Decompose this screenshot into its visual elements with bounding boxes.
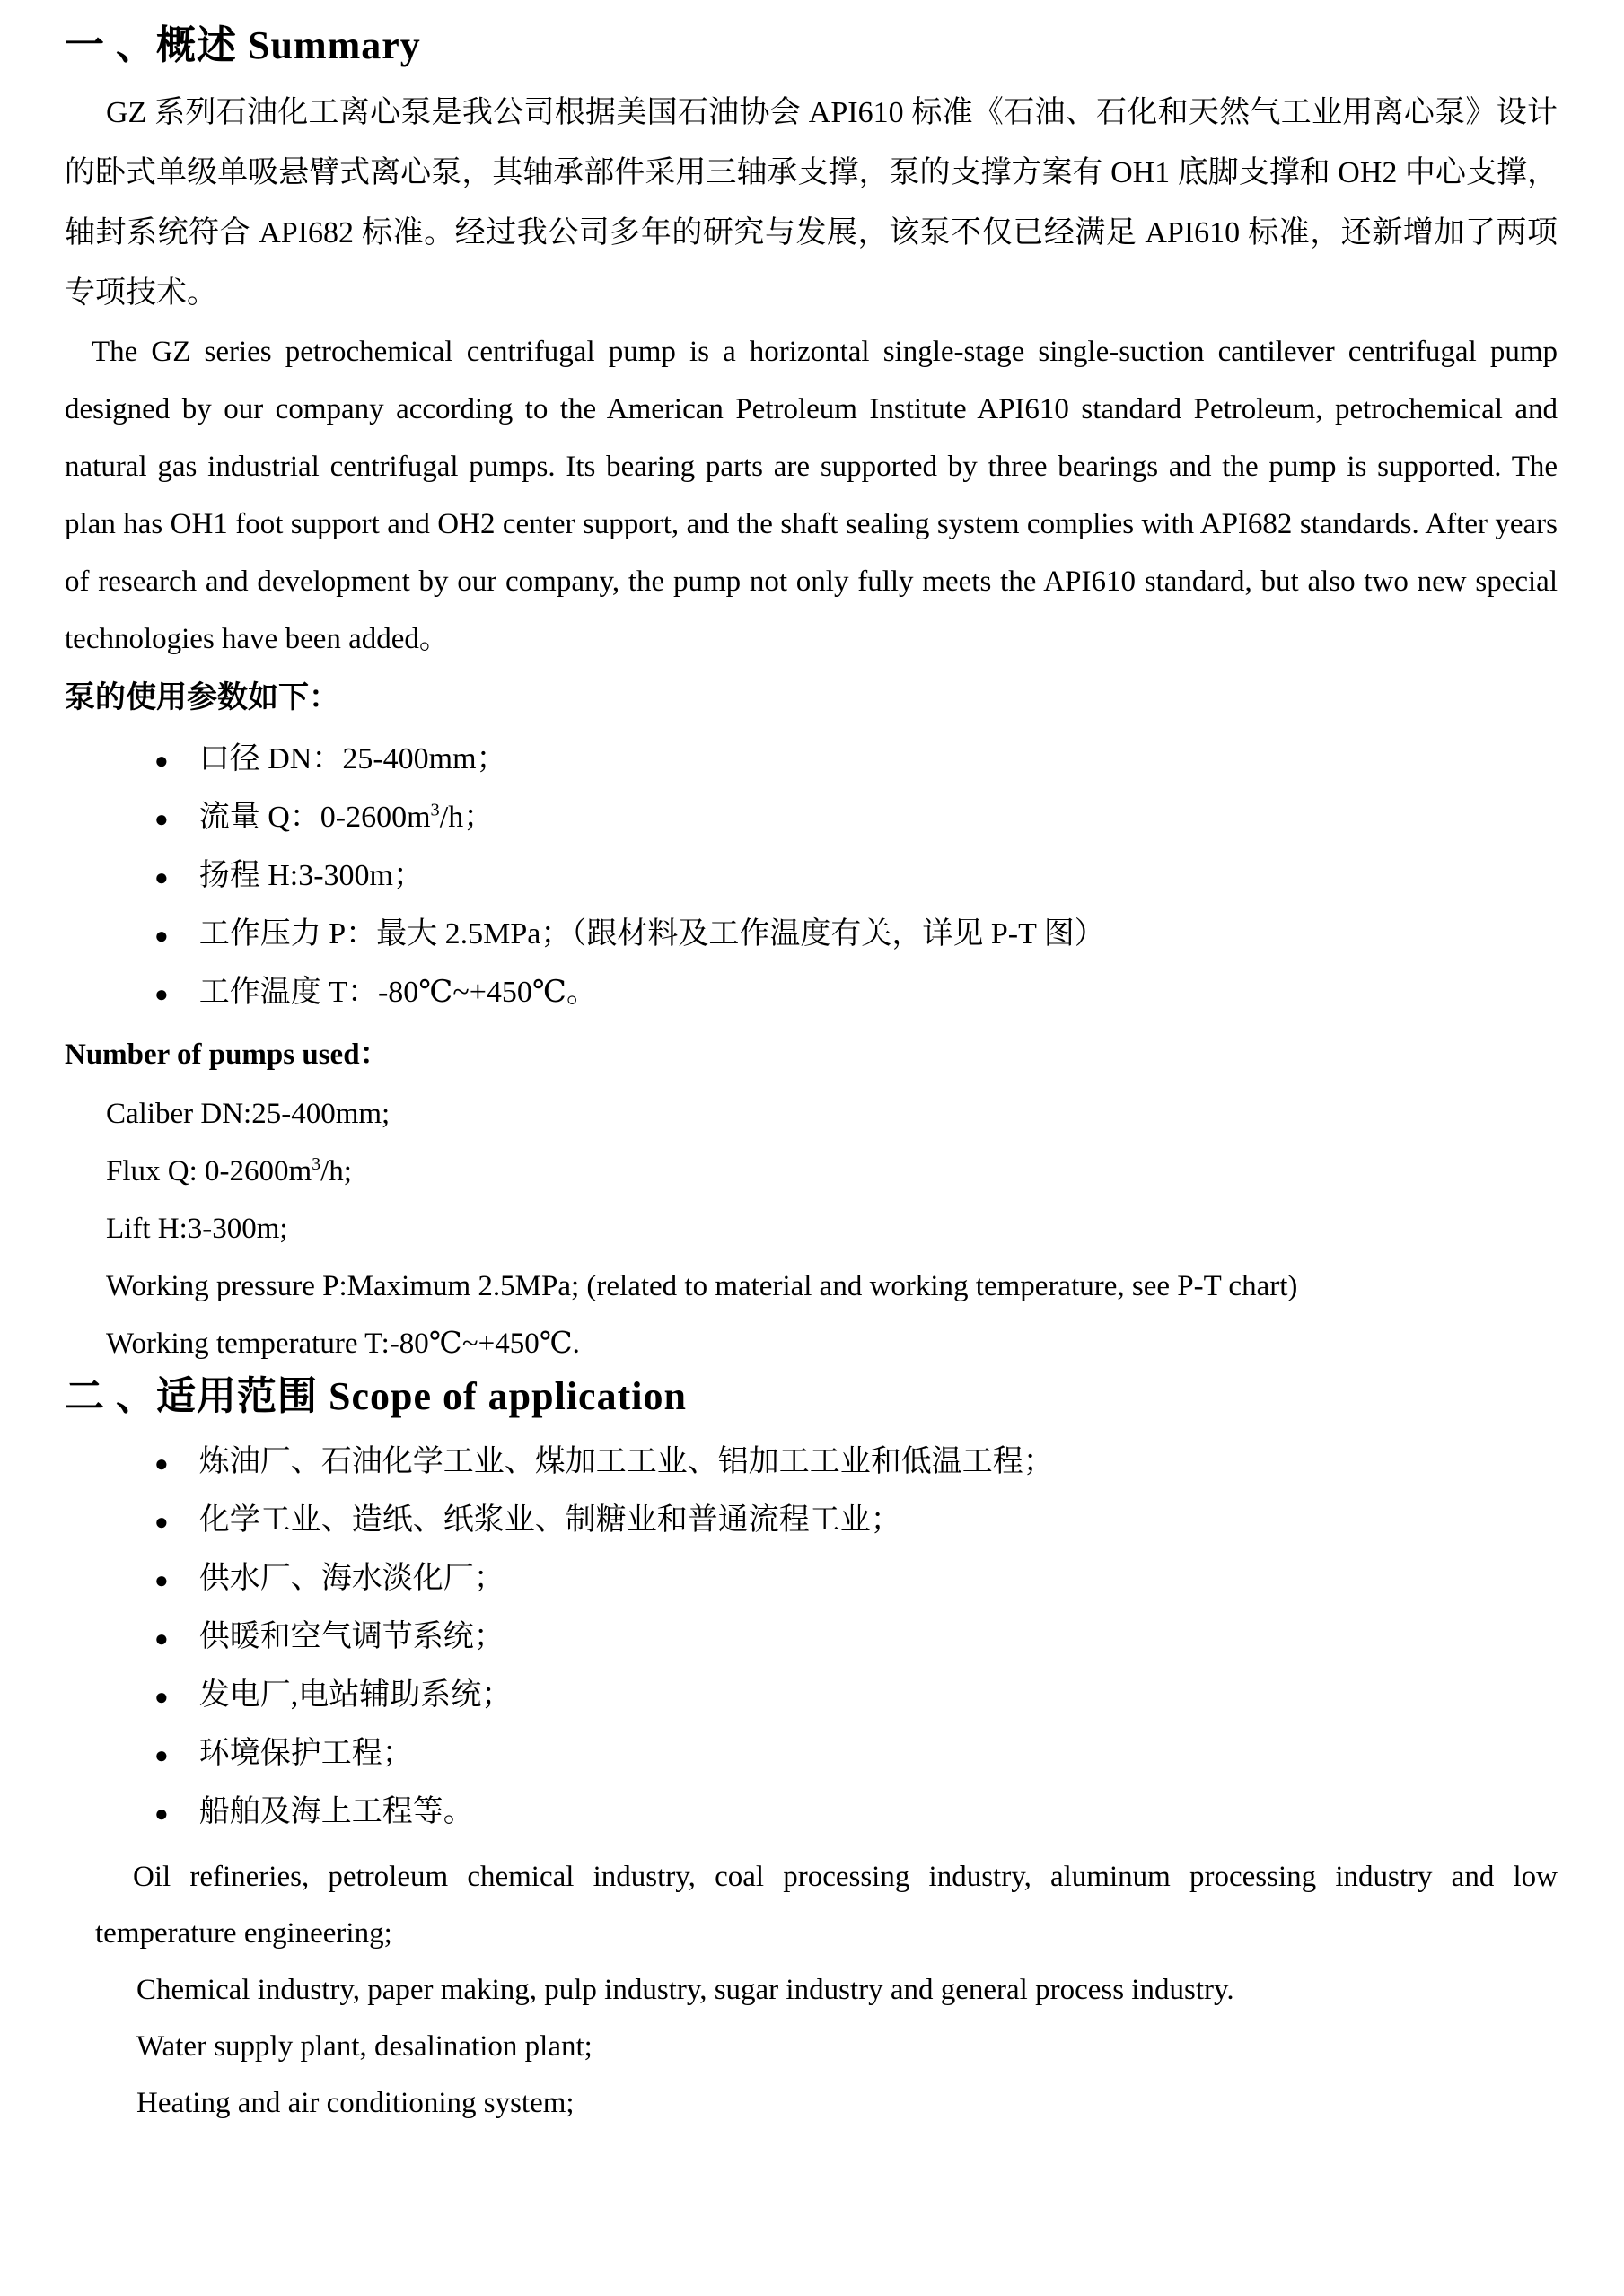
list-item xyxy=(65,789,1558,847)
application-paragraph: Oil refineries, petroleum chemical industry, coal processing industry, aluminum processing industry and low temperature engineering; xyxy=(95,1861,1558,1950)
param-line: Flux Q: $0-2600m^3/h$; xyxy=(106,1154,352,1187)
list-item-text: 炼油厂、石油化学工业、煤加工工业、铝加工工业和低温工程； xyxy=(198,1445,1054,1478)
list-item-text: 工作温度 T：-80℃~+450℃。 xyxy=(198,976,597,1009)
section1-heading: 一 、概述 Summary xyxy=(65,23,421,67)
list-item-text: 供暖和空气调节系统； xyxy=(198,1620,505,1653)
list-item xyxy=(65,1550,1558,1608)
list-item-text: 流量 Q：$0-2600m^3/h$； xyxy=(198,800,495,834)
bullet-icon: ● xyxy=(154,981,169,1007)
param-line: Working pressure P:Maximum 2.5MPa; (related to material and working temperature, see P-T chart) xyxy=(106,1270,1298,1302)
list-item xyxy=(65,731,1558,789)
list-item-text: 工作压力 P：最大 2.5MPa；（跟材料及工作温度有关，详见 P-T 图） xyxy=(198,917,1105,951)
list-item xyxy=(65,1667,1558,1725)
list-item-text: 口径 DN：25-400mm； xyxy=(198,742,507,776)
list-item-text: 扬程 H:3-300m； xyxy=(198,859,424,892)
param-line: Working temperature T:-80℃~+450℃. xyxy=(106,1328,580,1360)
param-line: Lift H:3-300m; xyxy=(106,1213,288,1245)
bullet-icon: ● xyxy=(154,806,169,832)
list-item-text: 供水厂、海水淡化厂； xyxy=(198,1562,505,1595)
section2-heading: 二 、适用范围 Scope of application xyxy=(65,1374,687,1418)
pump-params-list-zh xyxy=(65,731,1558,1022)
pump-params-list-en xyxy=(65,1085,1558,1372)
pump-params-heading-zh: 泵的使用参数如下： xyxy=(65,680,339,714)
application-list-zh xyxy=(65,1433,1558,1842)
bullet-icon: ● xyxy=(154,1626,169,1652)
list-item-text: 环境保护工程； xyxy=(198,1737,413,1770)
bullet-icon: ● xyxy=(154,1450,169,1477)
list-item-text: 船舶及海上工程等。 xyxy=(198,1795,474,1828)
pump-params-heading-en: Number of pumps used： xyxy=(65,1038,390,1071)
list-item xyxy=(65,1725,1558,1783)
list-item xyxy=(65,847,1558,906)
application-paragraph: Heating and air conditioning system; xyxy=(136,2087,575,2119)
list-item xyxy=(65,1433,1558,1492)
bullet-icon: ● xyxy=(154,748,169,774)
section1-paragraph-en: The GZ series petrochemical centrifugal pump is a horizontal single-stage single-suction cantilever centrifugal pump designed by our company according to the American Petroleum Institute API610 standard Petroleum, petrochemical and natural gas industrial centrifugal pumps. Its bearing parts are supported by three bearings and the pump is supported. The plan has OH1 foot support and OH2 center support, and the shaft sealing system complies with API682 standards. After years of research and development by our company, the pump not only fully meets the API610 standard, but also two new special technologies have been added。 xyxy=(65,336,1558,655)
bullet-icon: ● xyxy=(154,1742,169,1768)
bullet-icon: ● xyxy=(154,864,169,890)
list-item xyxy=(65,1492,1558,1550)
bullet-icon: ● xyxy=(154,1567,169,1593)
bullet-icon: ● xyxy=(154,1509,169,1535)
list-item xyxy=(65,1783,1558,1842)
bullet-icon: ● xyxy=(154,1684,169,1710)
section1-paragraph-zh: GZ 系列石油化工离心泵是我公司根据美国石油协会 API610 标准《石油、石化和天然气工业用离心泵》设计的卧式单级单吸悬臂式离心泵，其轴承部件采用三轴承支撑，泵的支撑方案有 OH1 底脚支撑和 OH2 中心支撑，轴封系统符合 API682 标准。经过我公司多年的研究与发展，该泵不仅已经满足 API610 标准，还新增加了两项专项技术。 xyxy=(65,96,1558,310)
bullet-icon: ● xyxy=(154,923,169,949)
application-paragraph: Water supply plant, desalination plant; xyxy=(136,2030,593,2063)
bullet-icon: ● xyxy=(154,1801,169,1827)
list-item-text: 发电厂,电站辅助系统； xyxy=(198,1678,513,1712)
list-item xyxy=(65,964,1558,1022)
param-line: Caliber DN:25-400mm; xyxy=(106,1098,391,1130)
application-paragraph: Chemical industry, paper making, pulp industry, sugar industry and general process industry. xyxy=(136,1974,1234,2006)
list-item-text: 化学工业、造纸、纸浆业、制糖业和普通流程工业； xyxy=(198,1503,901,1537)
list-item xyxy=(65,906,1558,964)
list-item xyxy=(65,1608,1558,1667)
application-paragraphs-en xyxy=(65,1849,1558,2132)
